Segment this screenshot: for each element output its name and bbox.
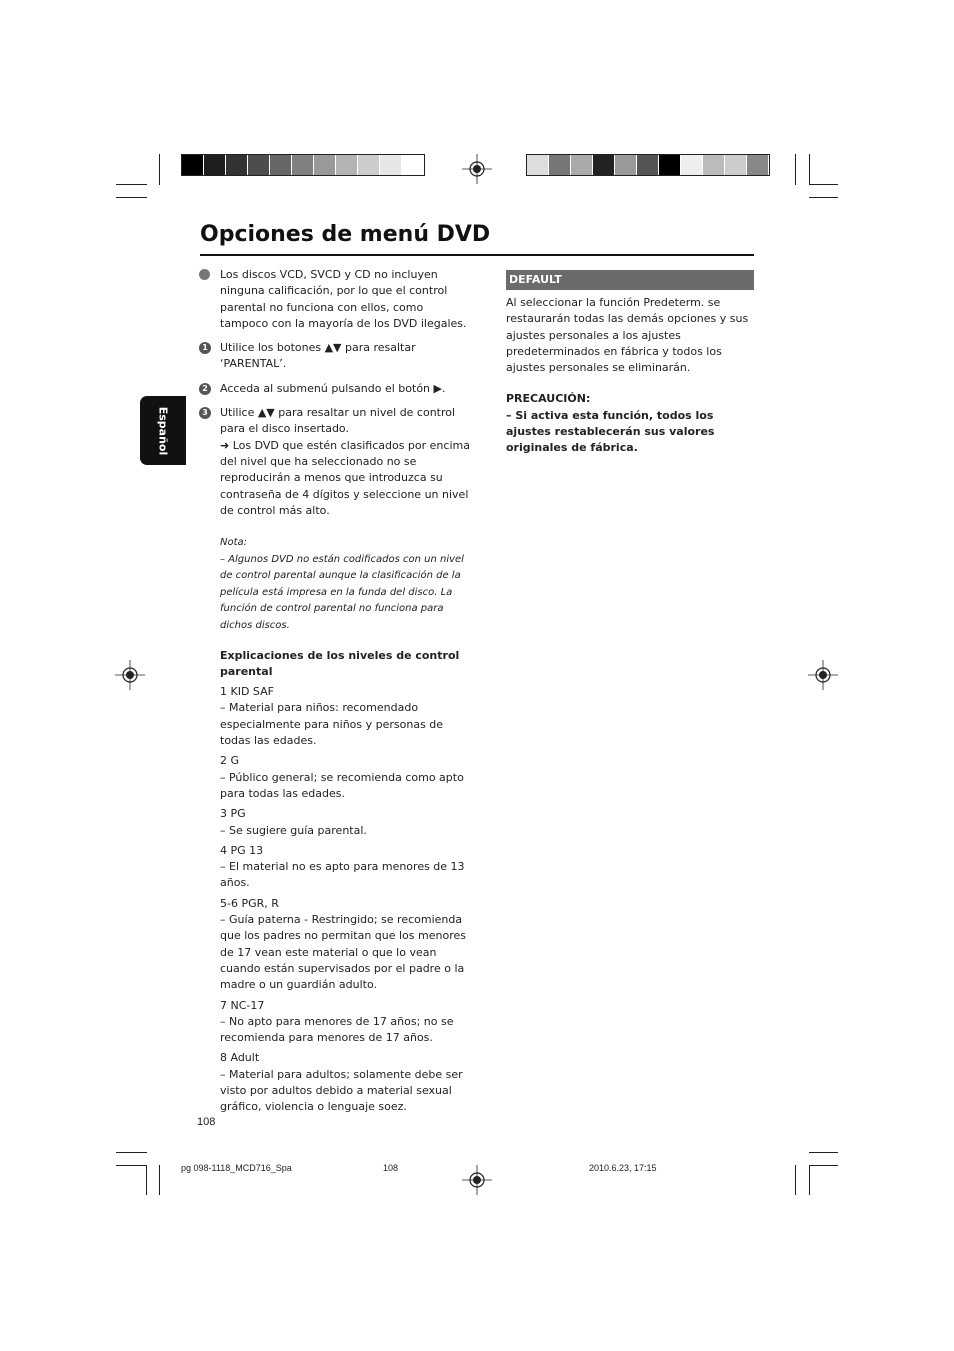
level-name: 2 G: [220, 754, 240, 768]
level-name: 3 PG: [220, 807, 246, 821]
step-text: Acceda al submenú pulsando el botón ▶.: [220, 381, 446, 395]
level-item: [220, 896, 470, 994]
caution-heading: PRECAUCIÓN:: [506, 392, 591, 406]
registration-mark-icon: [808, 660, 838, 690]
level-desc: – Material para niños: recomendado especialmente para niños y personas de todas las edades.: [220, 701, 444, 748]
level-desc: – Material para adultos; solamente debe ser visto por adultos debido a material sexual gráfico, violencia o lenguaje soez.: [220, 1067, 463, 1114]
levels-heading: Explicaciones de los niveles de control parental: [220, 649, 460, 679]
step-number-icon: 3: [199, 407, 211, 419]
level-item: [220, 1050, 470, 1115]
footer-date: 2010.6.23, 17:15: [589, 1163, 657, 1173]
registration-mark-icon: [115, 660, 145, 690]
title-rule: [200, 254, 754, 256]
step-number-icon: 2: [199, 383, 211, 395]
caution-text: – Si activa esta función, todos los ajustes restablecerán sus valores originales de fábrica.: [506, 408, 715, 454]
page-number: 108: [197, 1116, 216, 1128]
level-desc: – El material no es apto para menores de 13 años.: [220, 860, 465, 890]
level-desc: – No apto para menores de 17 años; no se recomienda para menores de 17 años.: [220, 1014, 454, 1045]
level-item: [220, 843, 470, 892]
step-1: [202, 340, 470, 373]
bullet-text: Los discos VCD, SVCD y CD no incluyen ninguna calificación, por lo que el control parental no funciona con ellos, como tampoco con la mayoría de los DVD ilegales.: [220, 268, 467, 330]
left-column: [202, 267, 470, 1120]
step-number-icon: 1: [199, 342, 211, 354]
color-calibration-bar-right: [526, 154, 770, 176]
step-text: Utilice los botones ▲▼ para resaltar ‘PARENTAL’.: [220, 341, 416, 371]
default-body: Al seleccionar la función Predeterm. se restaurarán todas las demás opciones y sus ajustes personales a los ajustes predeterminados en fábrica y todos los ajustes personales se eliminarán.: [506, 296, 749, 375]
section-header-default: DEFAULT: [506, 270, 754, 290]
registration-mark-icon: [462, 154, 492, 184]
page-title: Opciones de menú DVD: [200, 222, 491, 247]
language-tab-label: Español: [156, 406, 170, 455]
note-text: – Algunos DVD no están codificados con un nivel de control parental aunque la clasificación de la película está impresa en la funda del disco. La función de control parental no funciona para dichos discos.: [220, 553, 464, 631]
step-3: [202, 405, 470, 519]
language-tab: [140, 396, 186, 465]
step-result: ➜ Los DVD que estén clasificados por encima del nivel que ha seleccionado no se reproducirán a menos que introduzca su contraseña de 4 dígitos y seleccione un nivel de control más alto.: [220, 438, 470, 517]
step-2: [202, 381, 470, 397]
step-text: Utilice ▲▼ para resaltar un nivel de control para el disco insertado.: [220, 406, 456, 436]
level-name: 7 NC-17: [220, 998, 265, 1012]
level-item: [220, 753, 470, 802]
bullet-icon: [199, 269, 210, 280]
footer-file: pg 098-1118_MCD716_Spa: [181, 1163, 292, 1173]
registration-mark-icon: [462, 1165, 492, 1195]
right-column: [506, 270, 754, 456]
note-label: Nota:: [220, 537, 248, 549]
level-item: [220, 806, 470, 839]
level-desc: – Se sugiere guía parental.: [220, 823, 367, 837]
footer-page: 108: [383, 1163, 399, 1173]
level-name: 8 Adult: [220, 1051, 260, 1065]
level-item: [220, 684, 470, 749]
color-calibration-bar-left: [181, 154, 425, 176]
level-name: 4 PG 13: [220, 843, 264, 857]
level-item: [220, 998, 470, 1047]
level-name: 1 KID SAF: [220, 685, 274, 699]
bullet-item: [220, 267, 470, 332]
level-desc: – Público general; se recomienda como apto para todas las edades.: [220, 770, 464, 800]
level-desc: – Guía paterna - Restringido; se recomienda que los padres no permitan que los menores de 17 vean este material o que lo vean cuando están supervisados por el padre o la madre o un guardián adulto.: [220, 913, 466, 992]
level-name: 5-6 PGR, R: [220, 896, 279, 910]
note: [220, 535, 470, 634]
